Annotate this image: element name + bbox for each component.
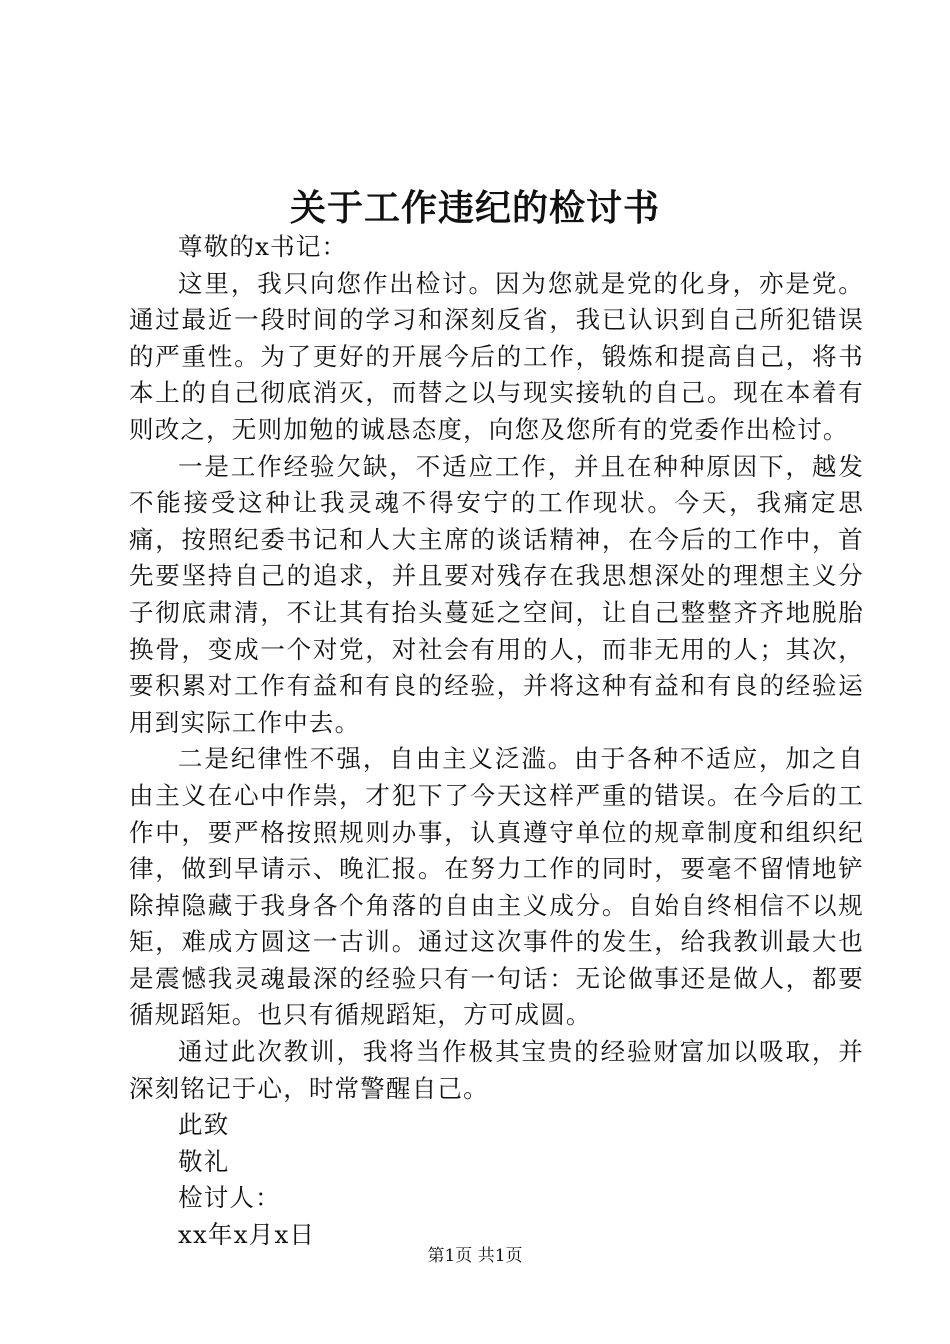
signature-label: 检讨人： (178, 1183, 281, 1213)
document-date: xx年x月x日 (178, 1220, 316, 1250)
salutation: 尊敬的x书记： (178, 232, 348, 261)
paragraph-conclusion: 通过此次教训，我将当作极其宝贵的经验财富加以吸取，并深刻铭记于心，时常警醒自己。 (129, 1037, 864, 1103)
closing-cizhi: 此致 (178, 1110, 230, 1140)
paragraph-point-one: 一是工作经验欠缺，不适应工作，并且在种种原因下，越发不能接受这种让我灵魂不得安宁的工作现状。今天，我痛定思痛，按照纪委书记和人大主席的谈话精神，在今后的工作中，首先要坚持自己的追求，并且要对残存在我思想深处的理想主义分子彻底肃清，不让其有抬头蔓延之空间，让自己整整齐齐地脱胎换骨，变成一个对党，对社会有用的人，而非无用的人；其次，要积累对工作有益和有良的经验，并将这种有益和有良的经验运用到实际工作中去。 (129, 451, 864, 737)
paragraph-point-two: 二是纪律性不强，自由主义泛滥。由于各种不适应，加之自由主义在心中作祟，才犯下了今天这样严重的错误。在今后的工作中，要严格按照规则办事，认真遵守单位的规章制度和组织纪律，做到早请示、晚汇报。在努力工作的同时，要毫不留情地铲除掉隐藏于我身各个角落的自由主义成分。自始自终相信不以规矩，难成方圆这一古训。通过这次事件的发生，给我教训最大也是震憾我灵魂最深的经验只有一句话：无论做事还是做人，都要循规蹈矩。也只有循规蹈矩，方可成圆。 (129, 744, 864, 1030)
paragraph-intro: 这里，我只向您作出检讨。因为您就是党的化身，亦是党。通过最近一段时间的学习和深刻反省，我已认识到自己所犯错误的严重性。为了更好的开展今后的工作，锻炼和提高自己，将书本上的自己彻底消灭，而替之以与现实接轨的自己。现在本着有则改之，无则加勉的诚恳态度，向您及您所有的党委作出检讨。 (129, 268, 864, 444)
document-body (129, 229, 864, 1254)
closing-jingli: 敬礼 (178, 1146, 230, 1176)
page-footer: 第1页 共1页 (427, 1246, 523, 1266)
document-title: 关于工作违纪的检讨书 (289, 187, 660, 229)
